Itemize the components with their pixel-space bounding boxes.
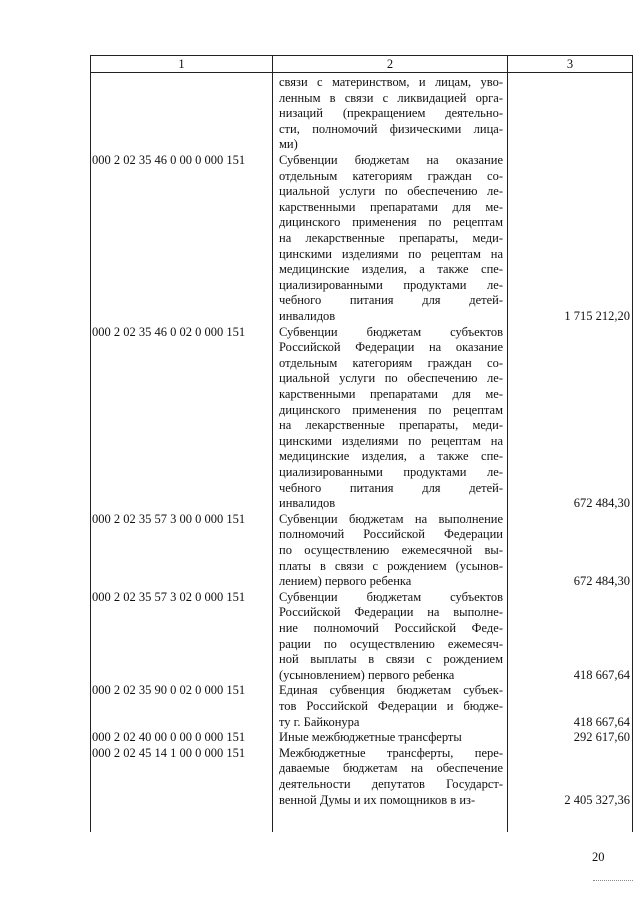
description-line: цинскими изделиями по рецептам на [279, 433, 503, 448]
description-line: чебного питания для детей- [279, 480, 503, 495]
table-border-col1 [272, 55, 273, 832]
row-amount: 672 484,30 [573, 496, 630, 511]
header-col3: 3 [566, 57, 574, 71]
description-line: лением) первого ребенка [279, 574, 412, 589]
row-description [279, 75, 503, 153]
row-description [279, 730, 503, 746]
description-line: ной выплаты в связи с рождением [279, 652, 503, 667]
description-line: карственными препаратами для ме- [279, 386, 503, 401]
description-line: инвалидов [279, 308, 336, 323]
row-code: 000 2 02 35 46 0 02 0 000 151 [92, 324, 246, 339]
row-description [279, 683, 503, 730]
description-line: Иные межбюджетные трансферты [279, 730, 462, 745]
description-line: связи с материнством, и лицам, уво- [279, 75, 503, 89]
description-line: медицинские изделия, а также спе- [279, 262, 503, 277]
description-line: Субвенции бюджетам субъектов [279, 589, 503, 604]
description-line: Субвенции бюджетам на выполнение [279, 511, 503, 526]
description-line: на лекарственные препараты, меди- [279, 418, 503, 433]
table-border-left [90, 55, 91, 832]
description-line: сти, полномочий физическими лица- [279, 121, 503, 136]
description-line: циализированными продуктами ле- [279, 277, 503, 292]
row-code: 000 2 02 40 00 0 00 0 000 151 [92, 730, 246, 745]
description-line: цинскими изделиями по рецептам на [279, 246, 503, 261]
table-top-border [90, 55, 633, 56]
description-line: ту г. Байконура [279, 714, 360, 729]
row-code: 000 2 02 35 46 0 00 0 000 151 [92, 153, 246, 167]
description-line: медицинские изделия, а также спе- [279, 449, 503, 464]
description-line: деятельности депутатов Государст- [279, 776, 503, 791]
header-bottom-border [90, 72, 633, 73]
row-description [279, 512, 503, 590]
header-col1: 1 [178, 57, 185, 71]
row-description [279, 746, 503, 808]
table-border-col2 [507, 55, 508, 832]
description-line: Межбюджетные трансферты, пере- [279, 745, 503, 760]
row-description [279, 325, 503, 512]
header-col2: 2 [386, 57, 394, 71]
description-line: дицинского применения по рецептам [279, 215, 503, 230]
description-line: Субвенции бюджетам на оказание [279, 153, 503, 167]
description-line: отдельным категориям граждан со- [279, 355, 503, 370]
row-code: 000 2 02 45 14 1 00 0 000 151 [92, 745, 246, 760]
description-line: Российской Федерации на оказание [279, 340, 503, 355]
row-amount: 672 484,30 [573, 574, 630, 589]
description-line: венной Думы и их помощников в из- [279, 792, 476, 807]
description-line: Единая субвенция бюджетам субъек- [279, 683, 503, 698]
description-line: по осуществлению ежемесячной вы- [279, 542, 503, 557]
description-line: инвалидов [279, 496, 336, 511]
row-description [279, 153, 503, 325]
page-number: 20 [592, 850, 605, 864]
description-line: Субвенции бюджетам субъектов [279, 324, 503, 339]
row-amount: 292 617,60 [573, 730, 630, 745]
row-amount: 418 667,64 [573, 714, 630, 729]
description-line: платы в связи с рождением (усынов- [279, 558, 503, 573]
row-description [279, 590, 503, 684]
description-line: тов Российской Федерации и бюдже- [279, 698, 503, 713]
description-line: ние полномочий Российской Феде- [279, 620, 503, 635]
row-amount: 2 405 327,36 [564, 792, 630, 807]
description-line: низаций (прекращением деятельно- [279, 106, 503, 121]
description-line: полномочий Российской Федерации [279, 527, 503, 542]
row-amount: 418 667,64 [573, 667, 630, 682]
description-line: рации по осуществлению ежемесяч- [279, 636, 503, 651]
description-line: даваемые бюджетам на обеспечение [279, 761, 503, 776]
description-line: (усыновлением) первого ребенка [279, 667, 455, 682]
description-line: ленным в связи с ликвидацией орга- [279, 90, 503, 105]
row-code: 000 2 02 35 90 0 02 0 000 151 [92, 683, 246, 698]
description-line: циализированными продуктами ле- [279, 464, 503, 479]
description-line: на лекарственные препараты, меди- [279, 230, 503, 245]
row-amount: 1 715 212,20 [564, 309, 630, 323]
row-code: 000 2 02 35 57 3 00 0 000 151 [92, 511, 246, 526]
footer-mark [593, 880, 633, 882]
row-code: 000 2 02 35 57 3 02 0 000 151 [92, 589, 246, 604]
description-line: ми) [279, 137, 298, 152]
description-line: отдельным категориям граждан со- [279, 168, 503, 183]
description-line: циальной услуги по обеспечению ле- [279, 184, 503, 199]
description-line: Российской Федерации на выполне- [279, 605, 503, 620]
description-line: циальной услуги по обеспечению ле- [279, 371, 503, 386]
description-line: чебного питания для детей- [279, 293, 503, 308]
description-line: дицинского применения по рецептам [279, 402, 503, 417]
table-border-right [632, 55, 633, 832]
description-line: карственными препаратами для ме- [279, 199, 503, 214]
